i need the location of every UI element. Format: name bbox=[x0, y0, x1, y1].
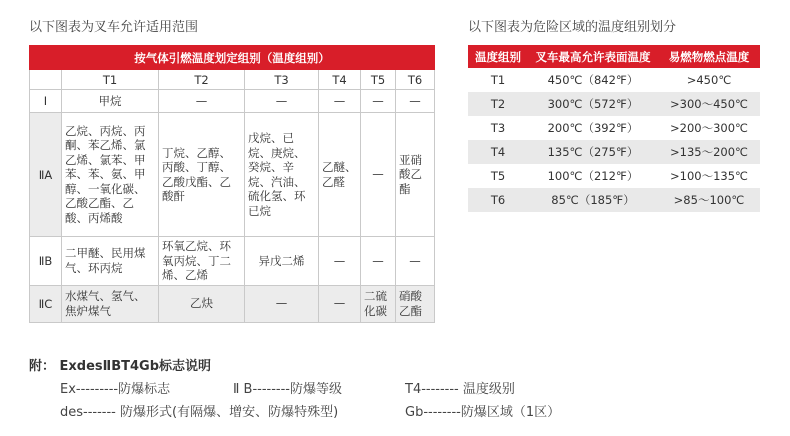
table-cell: >300～450℃ bbox=[658, 92, 760, 116]
left-caption: 以下图表为叉车允许适用范围 bbox=[29, 20, 199, 35]
table-cell: T2 bbox=[468, 92, 528, 116]
table-cell: >450℃ bbox=[686, 73, 732, 87]
table-cell: 硝酸乙酯 bbox=[396, 285, 435, 322]
table-cell: — bbox=[245, 90, 319, 113]
header-max-surface-temp: 叉车最高允许表面温度 bbox=[528, 45, 658, 68]
header-t5: T5 bbox=[361, 70, 396, 90]
table-cell: — bbox=[396, 237, 435, 286]
table-row bbox=[468, 116, 760, 140]
table-cell: 丁烷、乙醇、丙酸、丁醇、乙酸戊酯、乙酸酐 bbox=[159, 113, 245, 237]
table-cell: 环氧乙烷、环氧丙烷、丁二烯、乙烯 bbox=[159, 237, 245, 286]
table-cell: — bbox=[159, 90, 245, 113]
table-row bbox=[468, 68, 760, 92]
header-temperature-class: 温度组别 bbox=[468, 45, 528, 68]
table-row bbox=[468, 140, 760, 164]
table-cell: T5 bbox=[490, 169, 506, 183]
table-cell: 135℃（275℉） bbox=[528, 140, 658, 164]
group-label: ⅡC bbox=[30, 285, 62, 322]
header-t4: T4 bbox=[319, 70, 361, 90]
table-cell: T4 bbox=[468, 140, 528, 164]
table-cell: — bbox=[319, 237, 361, 286]
note-des: des------- 防爆形式(有隔爆、增安、防爆特殊型) bbox=[60, 405, 339, 420]
table-row bbox=[468, 188, 760, 212]
table-cell: 85℃（185℉） bbox=[528, 188, 658, 212]
table-cell: — bbox=[319, 90, 361, 113]
table-row bbox=[30, 113, 435, 237]
header-t6: T6 bbox=[396, 70, 435, 90]
table-row bbox=[468, 164, 760, 188]
table-cell: 450℃（842℉） bbox=[547, 73, 639, 87]
header-empty bbox=[30, 70, 62, 90]
table-cell: — bbox=[361, 90, 396, 113]
table-cell: 300℃（572℉） bbox=[528, 92, 658, 116]
table-cell: T3 bbox=[490, 121, 506, 135]
group-label: ⅡB bbox=[30, 237, 62, 286]
table-cell: 异戊二烯 bbox=[245, 237, 319, 286]
table-cell: 乙醚、乙醛 bbox=[319, 113, 361, 237]
table-cell: 乙炔 bbox=[159, 285, 245, 322]
table-cell: >200～300℃ bbox=[670, 121, 748, 135]
header-t1: T1 bbox=[62, 70, 159, 90]
table-cell: 100℃（212℉） bbox=[547, 169, 639, 183]
header-ignition-temp: 易燃物燃点温度 bbox=[658, 45, 760, 68]
table-cell: — bbox=[361, 237, 396, 286]
note-iib: Ⅱ B--------防爆等级 bbox=[233, 382, 342, 397]
table-cell: 亚硝酸乙酯 bbox=[396, 113, 435, 237]
table-cell: 甲烷 bbox=[62, 90, 159, 113]
table-cell: 二甲醚、民用煤气、环丙烷 bbox=[62, 237, 159, 286]
table-cell: 乙烷、丙烷、丙酮、苯乙烯、氯乙烯、氯苯、甲苯、苯、氨、甲醇、一氧化碳、乙酸乙酯、乙酸、丙烯酸 bbox=[62, 113, 159, 237]
table-cell: 戊烷、已烷、庚烷、癸烷、辛烷、汽油、硫化氢、环已烷 bbox=[245, 113, 319, 237]
table-cell: 200℃（392℉） bbox=[547, 121, 639, 135]
header-t3: T3 bbox=[245, 70, 319, 90]
table-row bbox=[30, 237, 435, 286]
table-cell: 水煤气、氢气、焦炉煤气 bbox=[62, 285, 159, 322]
table-cell: — bbox=[396, 90, 435, 113]
table-cell: — bbox=[319, 285, 361, 322]
table-cell: 二硫化碳 bbox=[361, 285, 396, 322]
right-caption: 以下图表为危险区域的温度组别划分 bbox=[468, 20, 677, 35]
table-cell: >85～100℃ bbox=[658, 188, 760, 212]
table-cell: — bbox=[361, 113, 396, 237]
note-ex: Ex---------防爆标志 bbox=[60, 382, 171, 397]
table-row bbox=[30, 285, 435, 322]
header-t2: T2 bbox=[159, 70, 245, 90]
group-label: ⅡA bbox=[30, 113, 62, 237]
table-banner: 按气体引燃温度划定组别（温度组别） bbox=[30, 46, 435, 70]
table-cell: >135～200℃ bbox=[658, 140, 760, 164]
table-cell: T6 bbox=[468, 188, 528, 212]
gas-ignition-temperature-table bbox=[29, 45, 435, 323]
table-cell: T1 bbox=[490, 73, 506, 87]
group-label: Ⅰ bbox=[30, 90, 62, 113]
table-row bbox=[468, 92, 760, 116]
note-t4: T4-------- 温度级别 bbox=[405, 382, 515, 397]
notes-title: 附： ExdesⅡBT4Gb标志说明 bbox=[29, 359, 212, 374]
table-cell: — bbox=[245, 285, 319, 322]
note-gb: Gb--------防爆区域（1区） bbox=[405, 405, 561, 420]
temperature-class-table bbox=[468, 45, 760, 212]
table-cell: >100～135℃ bbox=[670, 169, 748, 183]
table-row bbox=[30, 90, 435, 113]
